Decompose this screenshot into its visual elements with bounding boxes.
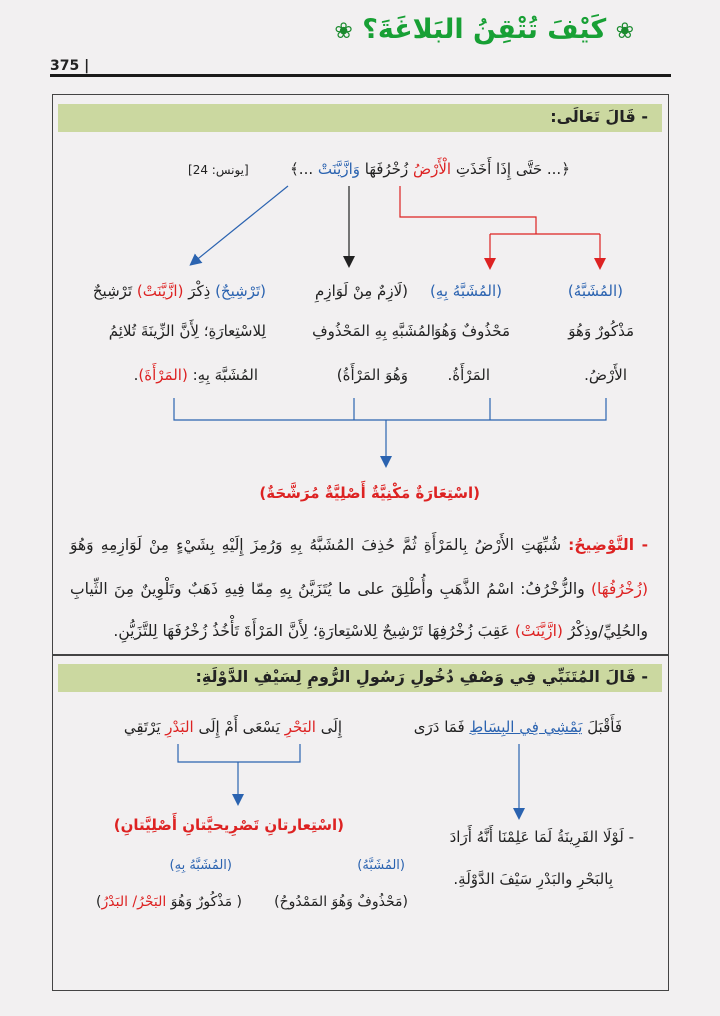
merge-bracket-1	[174, 398, 606, 462]
poem-second-hemistich: إِلَى البَحْرِ يَسْعَى أَمْ إِلَى البَدْرِ يَرْتَقِي	[123, 718, 342, 736]
mushabbah-bih-line1: مَحْذُوفٌ وَهُوَ	[433, 322, 510, 340]
verse-word-ard: الْأَرْضُ	[412, 160, 452, 178]
qareena-note-line1: - لَوْلَا القَرِينَةُ لَمَا عَلِمْنَا أَنَّهُ أَرَادَ	[449, 828, 634, 846]
s2-mushabbah-bih-text: ( مَذْكُورٌ وَهُوَ البَحْرُ/ البَدْرُ)	[96, 894, 242, 910]
merge-bracket-2	[178, 744, 519, 814]
tarsheeh-label: (تَرْشِيحٌ)	[215, 282, 266, 300]
mushabbah-label: (المُشَبَّهُ)	[567, 282, 623, 300]
section2-result: (اسْتِعارتانِ تَصْرِيحيَّتانِ أَصْلِيَّتانِ)	[113, 816, 344, 834]
ornament-icon: ❀	[615, 19, 634, 44]
red-connector	[400, 186, 600, 264]
page-number: 375 |	[50, 58, 90, 74]
mushabbah-bih-line2: المَرْأَةُ.	[447, 366, 490, 384]
verse-word-izzayyanat: وَازَّيَّنَتْ	[317, 160, 360, 178]
tarsheeh-line2: لِلاسْتِعارَةِ؛ لِأَنَّ الزِّينَةَ تُلائِمُ	[108, 322, 266, 340]
qareena-note-line2: بِالبَحْرِ والبَدْرِ سَيْفَ الدَّوْلَةِ.	[453, 870, 613, 888]
explanation-line2: (زُخْرُفُهَا) والزُّخْرُفُ: اسْمُ الذَّهَبِ وأُطْلِقَ على ما يُتَزَيَّنُ بِهِ مِمّا فِيهِ ذَهَبٌ وتَلْوِينٌ مِنَ الثِّيابِ	[70, 580, 648, 598]
verse-reference: [يونس: 24]	[188, 163, 249, 177]
poem-first-hemistich: فَأَقْبَلَ يَمْشِي فِي البِسَاطِ فَمَا دَرَى	[413, 718, 622, 736]
section1-result: (اسْتِعَارَةٌ مَكْنِيَّةٌ أَصْلِيَّةٌ مُرَشَّحَةٌ)	[259, 484, 480, 502]
explanation-line1: - التَّوْضِيحُ: شُبِّهَتِ الأَرْضُ بِالمَرْأَةِ ثُمَّ حُذِفَ المُشَبَّهُ بِهِ وَرُمِزَ إِلَيْهِ بِشَيْءٍ مِنْ لَوَازِمِهِ وَهُوَ	[70, 536, 648, 554]
mushabbah-line1: مَذْكُورٌ وَهُوَ	[568, 322, 634, 340]
explanation-line3: والحُلِيِّ/وذِكْرُ (ازَّيَّنَتْ) عَقِبَ زُخْرُفِهَا تَرْشِيحٌ لِلاسْتِعارَةِ؛ لِأَنَّ المَرْأَةَ تَأْخُذُ زُخْرُفَهَا لِلتَّزَيُّنِ.	[113, 622, 648, 640]
section1-heading: - قَالَ تَعَالَى:	[550, 107, 648, 126]
lazim-line3: وَهُوَ المَرْأَةُ)	[336, 366, 408, 384]
s2-mushabbah-label: (المُشَبَّهُ)	[357, 858, 405, 873]
mushabbah-line2: الأَرْضُ.	[584, 366, 627, 384]
s2-mushabbah-text: (مَحْذُوفٌ وَهُوَ المَمْدُوحُ)	[274, 894, 408, 910]
lazim-line2: المُشَبَّهِ بِهِ المَحْذُوفِ	[312, 322, 435, 340]
s2-mushabbah-bih-label: (المُشَبَّهُ بِهِ)	[169, 858, 232, 873]
mushabbah-bih-label: (المُشَبَّهُ بِهِ)	[429, 282, 502, 300]
book-title-text: كَيْفَ تُتْقِنُ البَلاغَةَ؟	[362, 14, 607, 45]
section2-heading: - قَالَ المُتَنَبِّي فِي وَصْفِ دُخُولِ رَسُولِ الرُّومِ لِسَيْفِ الدَّوْلَةِ:	[195, 667, 648, 686]
lazim-line1: (لَازِمٌ مِنْ لَوَازِمِ	[315, 282, 408, 300]
ornament-icon: ❀	[334, 19, 353, 44]
explanation-label: - التَّوْضِيحُ:	[568, 536, 648, 554]
quran-verse: ﴿... حَتَّى إِذَا أَخَذَتِ الْأَرْضُ زُخْرُفَهَا وَازَّيَّنَتْ ...﴾	[290, 160, 570, 178]
blue-arrow-izzayyanat	[194, 186, 288, 262]
tarsheeh-line1: (تَرْشِيحٌ) ذِكْرَ (ازَّيَّنَتْ) تَرْشِيحٌ	[92, 282, 266, 300]
tarsheeh-line3: المُشَبَّهَ بِهِ: (المَرْأَةَ).	[133, 366, 258, 384]
